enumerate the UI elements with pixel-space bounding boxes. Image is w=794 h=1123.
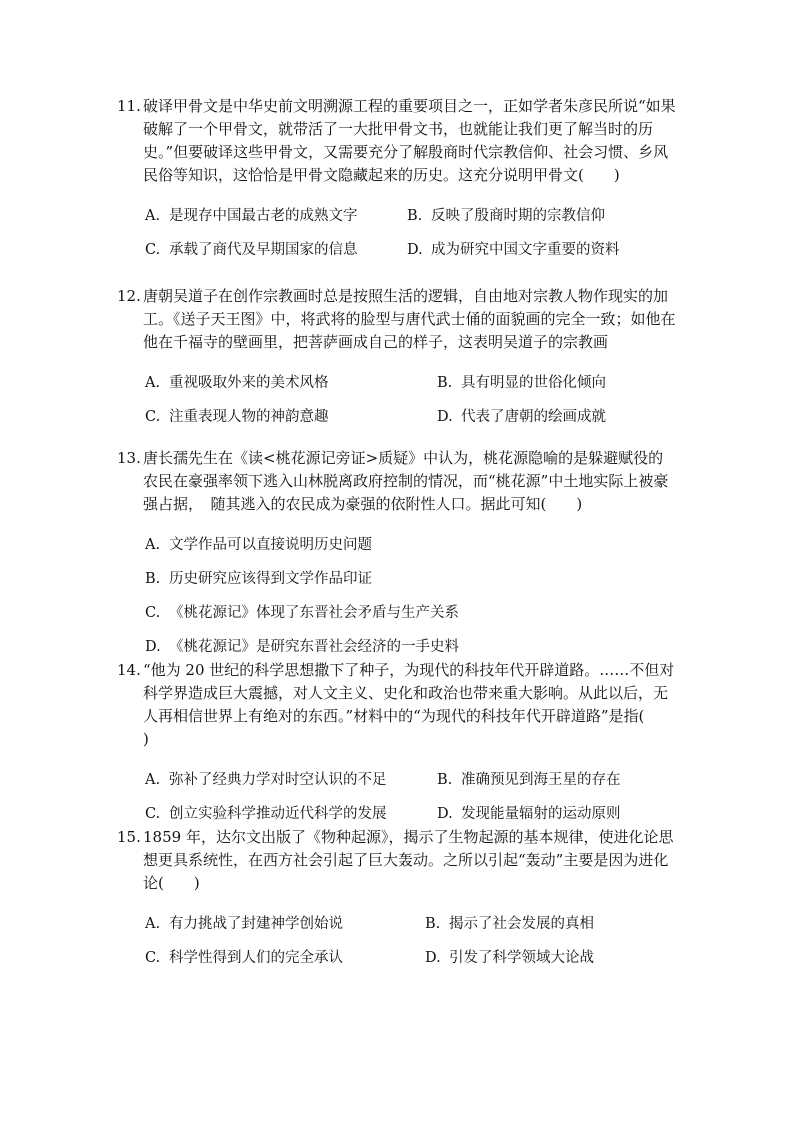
option-d[interactable]: D. 发现能量辐射的运动原则 xyxy=(437,805,621,822)
option-a[interactable]: A. 有力挑战了封建神学创始说 xyxy=(145,915,343,932)
option-row xyxy=(145,231,677,265)
question-text: 唐长孺先生在《读<桃花源记旁证>质疑》中认为，桃花源隐喻的是躲避赋役的农民在豪强率领下逃入山林脱离政府控制的情况，而“桃花源”中土地实际上被豪强占据， 随其逃入的农民成为豪强的依附性人口。据此可知( ) xyxy=(143,449,669,513)
option-row xyxy=(145,364,677,398)
option-row xyxy=(145,594,677,628)
option-a[interactable]: A. 重视吸取外来的美术风格 xyxy=(145,374,329,391)
option-d[interactable]: D. 成为研究中国文字重要的资料 xyxy=(407,241,620,258)
option-c[interactable]: C. 创立实验科学推动近代科学的发展 xyxy=(145,805,387,822)
question-number: 15. xyxy=(117,828,141,846)
option-a[interactable]: A. 弥补了经典力学对时空认识的不足 xyxy=(145,771,387,788)
question-number: 13. xyxy=(117,449,141,467)
option-row xyxy=(145,526,677,560)
question-number: 12. xyxy=(117,287,141,305)
option-d[interactable]: D. 引发了科学领域大论战 xyxy=(425,949,594,966)
option-a[interactable]: A. 文学作品可以直接说明历史问题 xyxy=(145,536,372,553)
option-row xyxy=(145,197,677,231)
question-stem xyxy=(117,826,677,895)
option-row xyxy=(145,905,677,939)
question-14 xyxy=(117,659,677,829)
question-text: 唐朝吴道子在创作宗教画时总是按照生活的逻辑，自由地对宗教人物作现实的加工。《送子天王图》中，将武将的脸型与唐代武士俑的面貌画的完全一致；如他在他在千福寺的壁画里，把菩萨画成自己的样子，这表明吴道子的宗教画 xyxy=(143,287,676,351)
question-13 xyxy=(117,447,677,662)
option-b[interactable]: B. 揭示了社会发展的真相 xyxy=(425,915,594,932)
option-row xyxy=(145,560,677,594)
question-number: 11. xyxy=(117,97,141,115)
question-text: “他为 20 世纪的科学思想撒下了种子，为现代的科技年代开辟道路。……不但对科学界造成巨大震撼，对人文主义、史化和政治也带来重大影响。从此以后，无人再相信世界上有绝对的东西。”材料中的“为现代的科技年代开辟道路”是指( ) xyxy=(143,661,675,748)
option-list xyxy=(145,197,677,265)
option-b[interactable]: B. 历史研究应该得到文学作品印证 xyxy=(145,570,372,587)
option-b[interactable]: B. 具有明显的世俗化倾向 xyxy=(437,374,606,391)
option-list xyxy=(145,761,677,829)
question-11 xyxy=(117,95,677,265)
option-list xyxy=(145,905,677,973)
question-text: 1859 年，达尔文出版了《物种起源》，揭示了生物起源的基本规律，使进化论思想更具系统性，在西方社会引起了巨大轰动。之所以引起“轰动”主要是因为进化论( ) xyxy=(143,828,674,892)
option-c[interactable]: C. 注重表现人物的神韵意趣 xyxy=(145,408,329,425)
option-c[interactable]: C. 科学性得到人们的完全承认 xyxy=(145,949,343,966)
option-c[interactable]: C. 《桃花源记》体现了东晋社会矛盾与生产关系 xyxy=(145,604,459,621)
option-row xyxy=(145,939,677,973)
option-row xyxy=(145,398,677,432)
option-b[interactable]: B. 准确预见到海王星的存在 xyxy=(437,771,621,788)
option-row xyxy=(145,761,677,795)
question-number: 14. xyxy=(117,661,141,679)
option-list xyxy=(145,364,677,432)
option-row xyxy=(145,628,677,662)
question-stem xyxy=(117,659,677,751)
option-list xyxy=(145,526,677,662)
option-row xyxy=(145,795,677,829)
question-12 xyxy=(117,285,677,432)
option-c[interactable]: C. 承载了商代及早期国家的信息 xyxy=(145,241,358,258)
question-text: 破译甲骨文是中华史前文明溯源工程的重要项目之一，正如学者朱彦民所说“如果破解了一个甲骨文，就带活了一大批甲骨文书，也就能让我们更了解当时的历史。”但要破译这些甲骨文，又需要充分了解殷商时代宗教信仰、社会习惯、乡风民俗等知识，这恰恰是甲骨文隐藏起来的历史。这充分说明甲骨文( ) xyxy=(143,97,676,184)
option-b[interactable]: B. 反映了殷商时期的宗教信仰 xyxy=(407,207,605,224)
question-stem xyxy=(117,95,677,187)
question-stem xyxy=(117,447,677,516)
question-stem xyxy=(117,285,677,354)
option-d[interactable]: D. 代表了唐朝的绘画成就 xyxy=(437,408,606,425)
option-d[interactable]: D. 《桃花源记》是研究东晋社会经济的一手史料 xyxy=(145,638,459,655)
question-15 xyxy=(117,826,677,973)
option-a[interactable]: A. 是现存中国最古老的成熟文字 xyxy=(145,207,358,224)
